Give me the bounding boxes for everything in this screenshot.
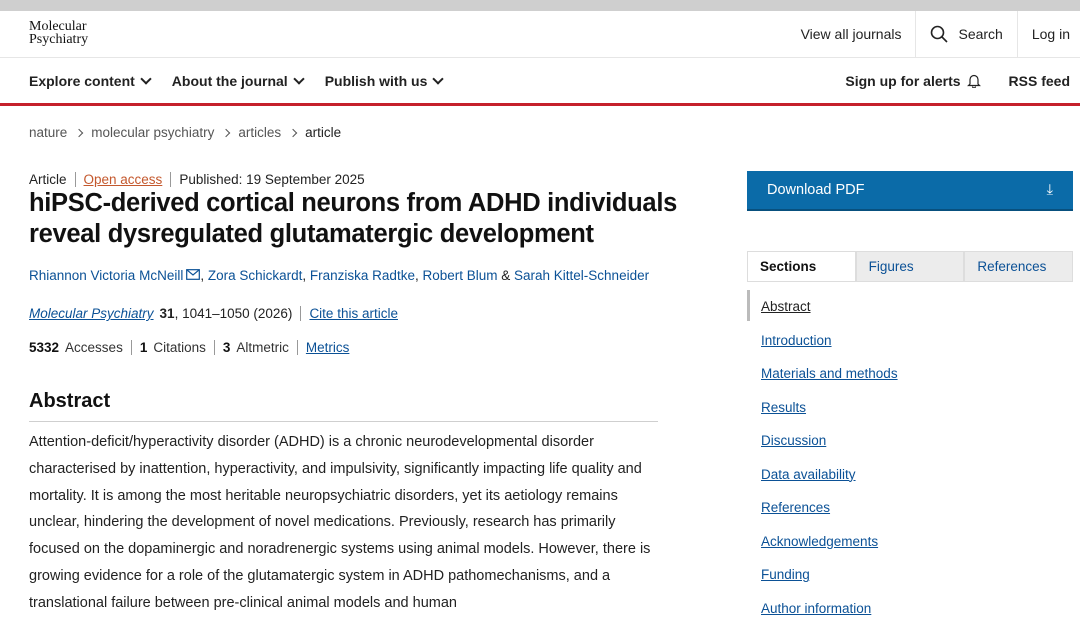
section-link-funding[interactable]: Funding xyxy=(761,567,810,582)
breadcrumb-nature[interactable]: nature xyxy=(29,125,67,140)
section-link-data-availability[interactable]: Data availability xyxy=(761,467,856,482)
sign-up-alerts-label: Sign up for alerts xyxy=(845,73,960,89)
section-link-acknowledgements[interactable]: Acknowledgements xyxy=(761,534,878,549)
envelope-icon[interactable] xyxy=(186,269,200,280)
section-nav-item xyxy=(747,525,1073,559)
altmetric-count: 3 xyxy=(223,340,231,355)
altmetric-label: Altmetric xyxy=(236,340,289,355)
chevron-down-icon xyxy=(140,73,151,84)
author-link[interactable]: Franziska Radtke xyxy=(310,268,415,283)
download-icon: ⤓ xyxy=(1047,182,1053,198)
chevron-right-icon xyxy=(289,128,297,136)
breadcrumb-current: article xyxy=(305,125,341,140)
section-nav-item xyxy=(747,391,1073,425)
abstract-heading: Abstract xyxy=(29,390,658,422)
section-link-references[interactable]: References xyxy=(761,500,830,515)
accesses-count: 5332 xyxy=(29,340,59,355)
citations-label: Citations xyxy=(153,340,206,355)
journal-pages: , 1041–1050 (2026) xyxy=(175,306,293,321)
article-type: Article xyxy=(29,172,67,187)
section-link-introduction[interactable]: Introduction xyxy=(761,333,832,348)
sign-up-alerts-link[interactable] xyxy=(845,73,980,89)
section-nav-item xyxy=(747,290,1073,324)
site-header xyxy=(0,11,1080,58)
metrics-divider xyxy=(214,340,215,355)
search-icon xyxy=(930,25,948,43)
section-nav-item xyxy=(747,424,1073,458)
published-date: Published: 19 September 2025 xyxy=(179,172,364,187)
open-access-link[interactable]: Open access xyxy=(84,172,163,187)
breadcrumb-articles[interactable]: articles xyxy=(238,125,281,140)
explore-content-label: Explore content xyxy=(29,73,135,89)
citation-divider xyxy=(300,306,301,321)
author-list xyxy=(29,268,649,283)
author-link[interactable]: Robert Blum xyxy=(422,268,497,283)
main-nav xyxy=(0,58,1080,106)
author-separator: , xyxy=(415,268,423,283)
tab-references[interactable]: References xyxy=(964,251,1073,281)
section-link-abstract[interactable]: Abstract xyxy=(761,299,811,314)
meta-divider xyxy=(170,172,171,187)
login-link[interactable]: Log in xyxy=(1018,11,1080,57)
section-link-discussion[interactable]: Discussion xyxy=(761,433,826,448)
citations-count: 1 xyxy=(140,340,148,355)
section-nav-item xyxy=(747,558,1073,592)
chevron-right-icon xyxy=(75,128,83,136)
section-nav-item xyxy=(747,491,1073,525)
article-meta xyxy=(29,172,365,187)
tab-sections[interactable]: Sections xyxy=(747,251,856,281)
bell-icon xyxy=(967,73,981,88)
meta-divider xyxy=(75,172,76,187)
metrics-link[interactable]: Metrics xyxy=(306,340,350,355)
section-link-results[interactable]: Results xyxy=(761,400,806,415)
abstract-text: Attention-deficit/hyperactivity disorder (ADHD) is a chronic neurodevelopmental disorder characterised by inattention, hyperactivity, and impulsivity, significantly impacting life quality and mortality. It is among the most heritable neuropsychiatric disorders, yet its aetiology remains unclear, hindering the development of novel medications. Previously, research has primarily focused on the dopaminergic and noradrenergic systems using animal models. However, there is growing evidence for a role of the glutamatergic system in ADHD pathomechanisms, and a translational failure between pre-clinical animal models and human xyxy=(29,429,659,617)
logo-line-2: Psychiatry xyxy=(29,33,88,46)
publish-with-us-menu[interactable] xyxy=(325,73,443,89)
logo-line-1: Molecular xyxy=(29,20,88,33)
journal-name-link[interactable]: Molecular Psychiatry xyxy=(29,306,154,321)
about-journal-label: About the journal xyxy=(172,73,288,89)
rss-feed-link[interactable]: RSS feed xyxy=(1009,73,1070,89)
tab-figures[interactable]: Figures xyxy=(856,251,965,281)
author-link[interactable]: Sarah Kittel-Schneider xyxy=(514,268,649,283)
view-all-journals-link[interactable]: View all journals xyxy=(787,11,916,57)
section-nav-item xyxy=(747,324,1073,358)
section-nav-item xyxy=(747,592,1073,625)
metrics-divider xyxy=(297,340,298,355)
chevron-down-icon xyxy=(293,73,304,84)
author-link[interactable]: Zora Schickardt xyxy=(208,268,303,283)
author-link[interactable]: Rhiannon Victoria McNeill xyxy=(29,268,183,283)
journal-logo[interactable] xyxy=(29,20,88,46)
author-separator: , xyxy=(302,268,310,283)
browser-top-strip xyxy=(0,0,1080,11)
article-title: hiPSC-derived cortical neurons from ADHD individuals reveal dysregulated glutamatergic development xyxy=(29,188,689,250)
publish-with-us-label: Publish with us xyxy=(325,73,428,89)
metrics-divider xyxy=(131,340,132,355)
download-pdf-button[interactable] xyxy=(747,171,1073,211)
accesses-label: Accesses xyxy=(65,340,123,355)
journal-volume: 31 xyxy=(160,306,175,321)
chevron-right-icon xyxy=(222,128,230,136)
breadcrumb xyxy=(29,125,341,140)
chevron-down-icon xyxy=(433,73,444,84)
explore-content-menu[interactable] xyxy=(29,73,150,89)
search-button[interactable] xyxy=(916,11,1016,57)
section-nav xyxy=(747,290,1073,625)
section-link-author-information[interactable]: Author information xyxy=(761,601,871,616)
section-nav-item xyxy=(747,357,1073,391)
section-nav-item xyxy=(747,458,1073,492)
download-pdf-label: Download PDF xyxy=(767,182,865,198)
section-link-materials-methods[interactable]: Materials and methods xyxy=(761,366,898,381)
cite-this-article-link[interactable]: Cite this article xyxy=(309,306,398,321)
article-metrics xyxy=(29,340,349,355)
author-separator: , xyxy=(200,268,208,283)
about-journal-menu[interactable] xyxy=(172,73,303,89)
search-label: Search xyxy=(958,26,1002,42)
citation-line xyxy=(29,306,398,321)
breadcrumb-molecular-psychiatry[interactable]: molecular psychiatry xyxy=(91,125,214,140)
author-ampersand: & xyxy=(498,268,515,283)
sidebar-tabs xyxy=(747,251,1073,282)
header-nav xyxy=(787,11,1080,57)
